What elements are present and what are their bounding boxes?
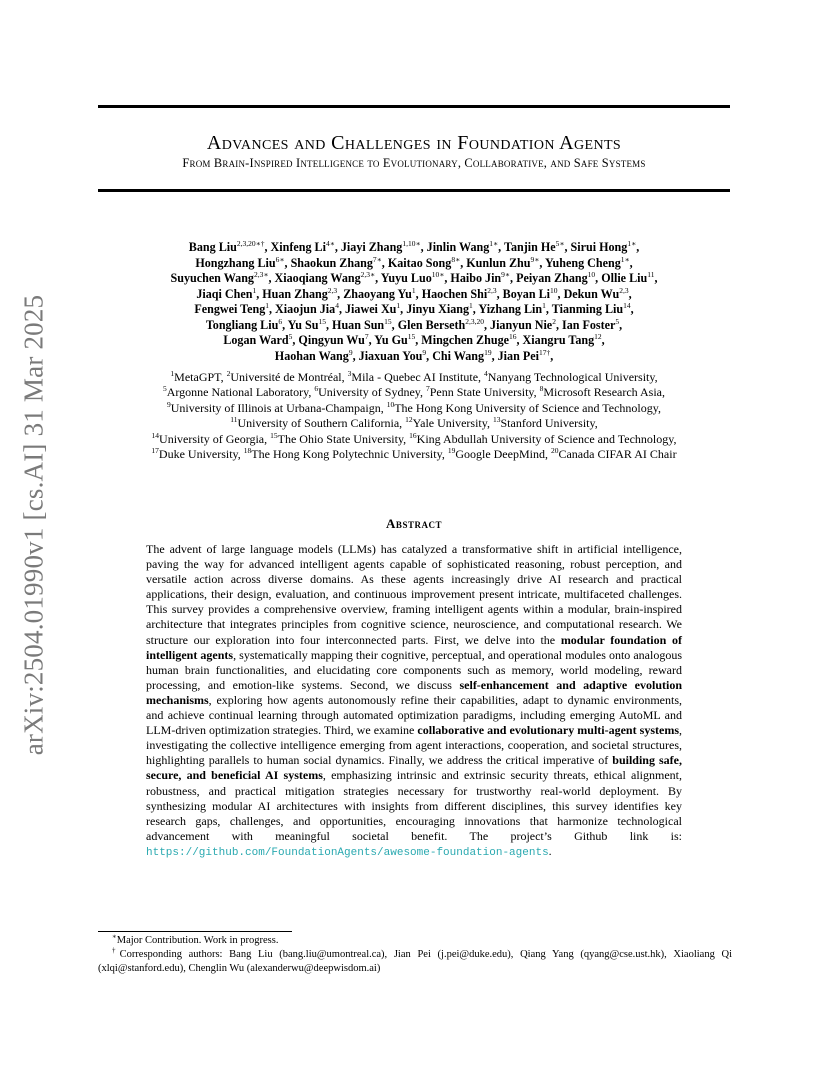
author-name: Jinlin Wang$^{1∗}$: [426, 238, 499, 254]
affiliation-name: Duke University: [158, 447, 238, 462]
affiliation-name: Mila - Quebec AI Institute: [351, 370, 479, 384]
author-name: Jian Pei$^{17\dagger}$: [497, 347, 551, 363]
affiliation-number: 3: [347, 369, 352, 378]
author-affiliation-mark: 5: [615, 316, 620, 326]
affiliation-line: $^{14}$University of Georgia, $^{15}$The Ohio State University, $^{16}$King Abdullah University of Science and Technology,: [151, 430, 677, 446]
author-affiliation-mark: 19: [484, 347, 492, 357]
affiliation: [167, 401, 381, 415]
author-affiliation-mark: 5∗: [555, 238, 565, 248]
author-affiliation-mark: 6: [278, 316, 283, 326]
affiliation-name: Canada CIFAR AI Chair: [558, 447, 677, 462]
abstract-text: .: [548, 843, 552, 858]
author-name: Xiaojun Jia$^4$: [275, 300, 339, 316]
author-line: Hongzhang Liu$^{6∗}$, Shaokun Zhang$^{7∗}$, Kaitao Song$^{8∗}$, Kunlun Zhu$^{9∗}$, Yuheng Cheng$^{1∗}$,: [195, 254, 633, 270]
abstract-text: , systematically mapping their cognitive, perceptual, and operational modules onto analogous human brain functionalities, and elucidating core components such as memory, world modeling, reward processing, and emotion-like systems. Second, we discuss: [146, 647, 683, 692]
affiliation-name: King Abdullah University of Science and Technology: [416, 431, 674, 446]
abstract-heading: Abstract: [386, 516, 442, 531]
author-affiliation-mark: 1: [396, 300, 401, 310]
author-name: Jiawei Xu$^1$: [345, 300, 401, 316]
author-name: Bang Liu$^{2,3,20∗\dagger}$: [188, 238, 265, 254]
affiliation-number: 12: [405, 415, 413, 425]
author-name: Yizhang Lin$^1$: [478, 300, 546, 316]
author-list: [98, 240, 730, 364]
abstract-emphasis: collaborative and evolutionary multi-agent systems: [417, 723, 679, 738]
abstract-body: [146, 542, 682, 861]
affiliation-number: 10: [386, 399, 395, 409]
author-name: Jiaqi Chen$^1$: [196, 285, 257, 301]
affiliation-line: $^{17}$Duke University, $^{18}$The Hong Kong Polytechnic University, $^{19}$Google DeepMind, $^{20}$Canada CIFAR AI Chair: [151, 446, 677, 462]
author-affiliation-mark: 12: [594, 331, 602, 341]
author-name: Sirui Hong$^{1∗}$: [570, 238, 637, 254]
affiliation: [230, 416, 399, 430]
author-name: Xinfeng $Li^{4∗}$: [270, 238, 335, 254]
author-name: Yu Su$^{15}$: [287, 316, 326, 332]
author-affiliation-mark: 1,10∗: [402, 238, 421, 248]
author-name: Zhaoyang Yu$^1$: [343, 285, 416, 301]
affiliation: [270, 432, 403, 446]
author-name: Jiayi Zhang$^{1,10∗}$: [340, 238, 421, 254]
affiliation: [163, 385, 308, 399]
affiliation-number: 16: [409, 430, 417, 440]
author-affiliation-mark: 10∗: [431, 269, 445, 279]
author-affiliation-mark: 15: [318, 316, 326, 326]
affiliation-name: The Hong Kong Polytechnic University: [251, 447, 442, 462]
title-top-rule: [98, 105, 730, 108]
author-name: Ollie Liu$^{11}$: [601, 269, 655, 285]
affiliation-number: 13: [493, 415, 501, 425]
affiliation-number: 6: [314, 384, 319, 394]
affiliation-line: $^5$Argonne National Laboratory, $^6$University of Sydney, $^7$Penn State University, $^8$Microsoft Research Asia,: [162, 384, 666, 400]
author-affiliation-mark: 6∗: [275, 254, 285, 264]
affiliation-number: 14: [151, 430, 160, 440]
author-affiliation-mark: 2,3∗: [360, 269, 376, 279]
footnote-rule: [98, 931, 292, 932]
title-bottom-rule: [98, 189, 730, 192]
author-affiliation-mark: 2,3∗: [253, 269, 269, 279]
author-affiliation-mark: 9∗: [530, 254, 540, 264]
author-name: Yuyu Luo$^{10∗}$: [380, 269, 445, 285]
author-affiliation-mark: 7: [364, 331, 369, 341]
affiliation-line: $^1$MetaGPT, $^2$Université de Montréal, $^3$Mila - Quebec AI Institute, $^4$Nanyang Technological University,: [170, 369, 658, 384]
affiliation: [484, 370, 655, 384]
affiliation: [314, 385, 420, 399]
author-name: Haibo Jin$^{9∗}$: [450, 269, 511, 285]
author-affiliation-mark: 1: [411, 285, 416, 295]
author-name: Kunlun Zhu$^{9∗}$: [466, 254, 540, 270]
github-link[interactable]: https://github.com/FoundationAgents/awesome-foundation-agents: [146, 846, 549, 859]
affiliation-number: 9: [167, 399, 171, 409]
affiliation-number: 1: [170, 369, 175, 378]
author-affiliation-mark: 4: [335, 300, 339, 310]
affiliation-number: 18: [243, 446, 252, 456]
author-name: Mingchen Zhuge$^{16}$: [421, 331, 517, 347]
author-affiliation-mark: 14: [623, 300, 631, 310]
affiliation: [409, 432, 673, 446]
author-name: Huan Sun$^{15}$: [332, 316, 392, 332]
affiliation: [348, 370, 478, 384]
affiliation-number: 8: [539, 384, 544, 394]
footnotes: [98, 934, 732, 976]
author-name: Tianming Liu$^{14}$: [551, 300, 631, 316]
affiliation: [387, 401, 658, 415]
author-name: Yuheng Cheng$^{1∗}$: [544, 254, 630, 270]
author-affiliation-mark: 2,3,20: [465, 316, 484, 326]
affiliation-name: Google DeepMind: [455, 447, 545, 462]
affiliation-name: Université de Montréal: [230, 370, 342, 384]
author-affiliation-mark: 1: [542, 300, 546, 310]
affiliation-number: 15: [270, 430, 278, 440]
author-affiliation-mark: 9: [422, 347, 427, 357]
author-affiliation-mark: 15: [384, 316, 392, 326]
affiliation-name: The Ohio State University: [277, 431, 404, 446]
affiliation-name: Argonne National Laboratory: [166, 385, 309, 400]
affiliation-number: 7: [426, 384, 430, 394]
affiliation-number: 17: [151, 446, 159, 456]
author-name: Tongliang Liu$^6$: [205, 316, 283, 332]
affiliation-name: University of Sydney: [318, 385, 420, 400]
affiliation-name: Nanyang Technological University: [487, 370, 655, 384]
author-line: Bang Liu$^{2,3,20∗\dagger}$, Xinfeng $Li^{4∗}$, Jiayi Zhang$^{1,10∗}$, Jinlin Wang$^{1∗}$, Tanjin $He^{5∗}$, Sirui Hong$^{1∗}$,: [188, 238, 640, 254]
author-affiliation-mark: 16: [509, 331, 517, 341]
author-name: Haohan Wang$^9$: [274, 347, 353, 363]
affiliation-number: 2: [226, 369, 231, 378]
affiliation-number: 5: [162, 384, 167, 394]
affiliation-line: $^{11}$University of Southern California, $^{12}$Yale University, $^{13}$Stanford University,: [230, 415, 598, 431]
arxiv-sidebar-stamp: [19, 292, 49, 758]
affiliation-name: Penn State University: [429, 385, 534, 400]
author-name: Tanjin $He^{5∗}$: [503, 238, 565, 254]
author-affiliation-mark: 1∗: [627, 238, 637, 248]
affiliation: [448, 447, 545, 461]
affiliation: [170, 370, 220, 384]
author-affiliation-mark: 9: [348, 347, 353, 357]
affiliation-name: Microsoft Research Asia: [543, 385, 663, 400]
author-name: Fengwei Teng$^1$: [194, 300, 269, 316]
author-name: Glen Berseth$^{2,3,20}$: [397, 316, 484, 332]
affiliation: [227, 370, 342, 384]
affiliation-name: University of Illinois at Urbana-Champaign: [170, 400, 381, 415]
affiliation-number: 19: [447, 446, 456, 456]
abstract-emphasis: self-enhancement and adaptive evolution mechanisms: [146, 677, 682, 707]
author-name: Xiaoqiang Wang$^{2,3∗}$: [274, 269, 376, 285]
affiliation: [152, 432, 265, 446]
abstract-emphasis: modular foundation of intelligent agents: [146, 632, 682, 662]
author-affiliation-mark: 2,3: [619, 285, 629, 295]
author-affiliation-mark: 10: [550, 285, 558, 295]
author-line: Tongliang Liu$^6$, Yu Su$^{15}$, Huan Sun$^{15}$, Glen Berseth$^{2,3,20}$, Jianyun Nie$^2$, Ian Foster$^5$,: [205, 316, 623, 332]
author-affiliation-mark: 11: [647, 269, 655, 279]
affiliation-name: Yale University: [412, 416, 487, 431]
affiliation-name: MetaGPT: [174, 370, 221, 384]
affiliation-number: 11: [230, 415, 238, 425]
affiliation-number: 4: [484, 369, 488, 378]
affiliation-name: University of Georgia: [159, 431, 265, 446]
author-line: Jiaqi Chen$^1$, Huan Zhang$^{2,3}$, Zhaoyang Yu$^1$, Haochen Shi$^{2,3}$, Boyan Li$^{10}$, Dekun Wu$^{2,3}$,: [196, 285, 632, 301]
paper-title: Advances and Challenges in Foundation Agents: [206, 132, 622, 154]
affiliation: [151, 447, 237, 461]
footnote-corresponding-authors: †Corresponding authors: Bang Liu (bang.liu@umontreal.ca), Jian Pei (j.pei@duke.edu), Qiang Yang (qyang@cse.ust.hk), Xiaoliang Qi (xlqi@stanford.edu), Chenglin Wu (alexanderwu@deepwisdom.ai): [98, 946, 732, 974]
author-line: Fengwei Teng$^1$, Xiaojun Jia$^4$, Jiawei Xu$^1$, Jinyu Xiang$^1$, Yizhang Lin$^1$, Tianming Liu$^{14}$,: [194, 300, 634, 316]
author-affiliation-mark: 15: [407, 331, 416, 341]
affiliation-list: [98, 370, 730, 462]
affiliation-name: The Hong Kong University of Science and Technology: [394, 400, 658, 415]
author-affiliation-mark: 1: [252, 285, 257, 295]
author-name: Jiaxuan You$^9$: [358, 347, 427, 363]
author-name: Huan Zhang$^{2,3}$: [262, 285, 338, 301]
author-affiliation-mark: 1: [469, 300, 473, 310]
author-affiliation-mark: 2,3: [487, 285, 497, 295]
author-affiliation-mark: 7∗: [372, 254, 382, 264]
author-name: Hongzhang Liu$^{6∗}$: [195, 254, 285, 270]
author-name: Logan Ward$^5$: [223, 331, 293, 347]
author-affiliation-mark: 4∗: [325, 238, 335, 248]
author-name: Chi Wang$^{19}$: [432, 347, 492, 363]
author-name: Qingyun Wu$^7$: [298, 331, 369, 347]
abstract-text: , investigating the collective intelligence emerging from agent interactions, cooperation, and societal structures, highlighting parallels to human social dynamics. Finally, we address the critical imperative of: [146, 723, 682, 768]
author-name: Suyuchen Wang$^{2,3∗}$: [170, 269, 269, 285]
abstract-emphasis: building safe, secure, and beneficial AI systems: [146, 753, 682, 783]
footnote-major-contribution: ∗Major Contribution. Work in progress.: [112, 932, 279, 946]
abstract-text: The advent of large language models (LLMs) has catalyzed a transformative shift in artificial intelligence, paving the way for advanced intelligent agents capable of sophisticated reasoning, robust perception, and versatile action across diverse domains. As these agents increasingly drive AI research and practical applications, their design, evaluation, and continuous improvement present intricate, multifaceted challenges. This survey provides a comprehensive overview, framing intelligent agents within a modular, brain-inspired architecture that integrates principles from cognitive science, neuroscience, and computational research. We structure our exploration into four interconnected parts. First, we delve into the: [146, 542, 682, 647]
author-name: Ian Foster$^5$: [561, 316, 620, 332]
author-name: Kaitao Song$^{8∗}$: [387, 254, 461, 270]
affiliation: [540, 385, 662, 399]
affiliation-name: University of Southern California: [237, 416, 400, 431]
author-affiliation-mark: 1: [265, 300, 269, 310]
paper-subtitle: From Brain-Inspired Intelligence to Evolutionary, Collaborative, and Safe Systems: [182, 156, 646, 170]
author-name: Yu Gu$^{15}$: [374, 331, 416, 347]
author-line: Haohan Wang$^9$, Jiaxuan You$^9$, Chi Wang$^{19}$, Jian Pei$^{17\dagger}$,: [274, 347, 554, 363]
abstract-text: , exploring how agents autonomously refine their capabilities, adapt to dynamic environments, and achieve continual learning through automated optimization paradigms, including emerging AutoML and LLM-driven optimization strategies. Third, we examine: [146, 692, 682, 738]
affiliation: [244, 447, 442, 461]
affiliation: [493, 416, 595, 430]
abstract-text: , emphasizing intrinsic and extrinsic security threats, ethical alignment, robustness, and practical mitigation strategies necessary for trustworthy real-world deployment. By synthesizing modular AI architectures with insights from different disciplines, this survey identifies key research gaps, challenges, and opportunities, encouraging innovations that harmonize technological advancement with meaningful societal benefit. The project’s Github link is:: [146, 768, 682, 843]
author-name: Jianyun Nie$^2$: [490, 316, 556, 332]
author-affiliation-mark: 5: [288, 331, 293, 341]
affiliation: [426, 385, 534, 399]
author-name: Dekun Wu$^{2,3}$: [563, 285, 629, 301]
author-line: Logan Ward$^5$, Qingyun Wu$^7$, Yu Gu$^{15}$, Mingchen Zhuge$^{16}$, Xiangru Tang$^{12}$,: [223, 331, 605, 347]
author-affiliation-mark: 2: [552, 316, 556, 326]
author-line: Suyuchen Wang$^{2,3∗}$, Xiaoqiang Wang$^{2,3∗}$, Yuyu Luo$^{10∗}$, Haibo Jin$^{9∗}$, Peiyan Zhang$^{10}$, Ollie Liu$^{11}$,: [170, 269, 658, 285]
author-name: Jinyu Xiang$^1$: [406, 300, 473, 316]
author-affiliation-mark: 8∗: [451, 254, 461, 264]
author-name: Peiyan Zhang$^{10}$: [516, 269, 596, 285]
affiliation: [551, 447, 677, 461]
author-name: Shaokun Zhang$^{7∗}$: [290, 254, 382, 270]
author-name: Haochen Shi$^{2,3}$: [421, 285, 497, 301]
author-name: Boyan Li$^{10}$: [502, 285, 558, 301]
author-affiliation-mark: 2,3,20∗†: [236, 238, 265, 248]
affiliation-name: Stanford University: [500, 416, 595, 431]
arxiv-identifier: arXiv:2504.01990v1 [cs.AI] 31 Mar 2025: [18, 294, 49, 756]
author-affiliation-mark: 10: [587, 269, 596, 279]
author-affiliation-mark: 9∗: [501, 269, 511, 279]
affiliation-line: $^9$University of Illinois at Urbana-Champaign, $^{10}$The Hong Kong University of Science and Technology,: [167, 399, 661, 415]
author-affiliation-mark: 1∗: [489, 238, 499, 248]
author-affiliation-mark: 1∗: [620, 254, 630, 264]
author-affiliation-mark: 2,3: [327, 285, 338, 295]
affiliation: [405, 416, 487, 430]
author-affiliation-mark: 17†: [538, 347, 551, 357]
author-name: Xiangru Tang$^{12}$: [522, 331, 602, 347]
affiliation-number: 20: [550, 446, 559, 456]
